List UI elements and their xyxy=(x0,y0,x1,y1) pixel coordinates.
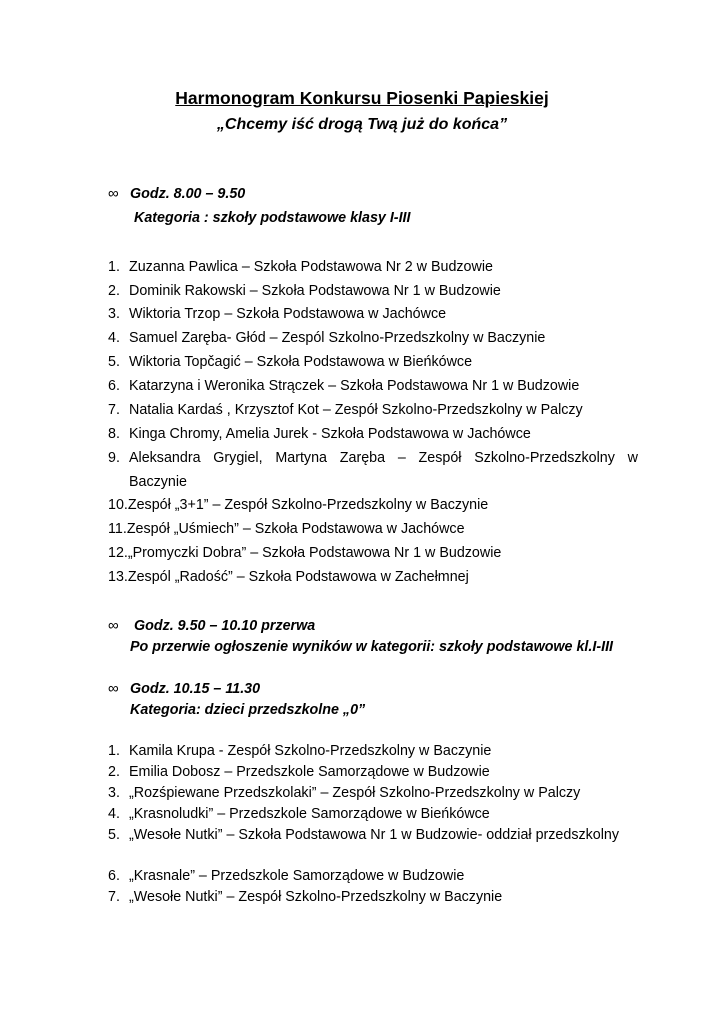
section-1-time: Godz. 8.00 – 9.50 xyxy=(130,186,246,202)
list-item: 6. „Krasnale” – Przedszkole Samorządowe w Budzowie xyxy=(108,868,465,884)
list-item: 7. Natalia Kardaś , Krzysztof Kot – Zespół Szkolno-Przedszkolny w Palczy xyxy=(108,402,583,418)
list-item: 5. Wiktoria Topčagić – Szkoła Podstawowa w Bieńkówce xyxy=(108,354,473,370)
list-item: 13.Zespól „Radość” – Szkoła Podstawowa w Zachełmnej xyxy=(108,569,469,585)
list-item: 2. Dominik Rakowski – Szkoła Podstawowa Nr 1 w Budzowie xyxy=(108,283,501,299)
section-2-time: Godz. 9.50 – 10.10 przerwa xyxy=(134,618,316,634)
list-item: 4. „Krasnoludki” – Przedszkole Samorządowe w Bieńkówce xyxy=(108,806,490,822)
list-item: 1. Zuzanna Pawlica – Szkoła Podstawowa Nr 2 w Budzowie xyxy=(108,259,493,275)
list-item: 8. Kinga Chromy, Amelia Jurek - Szkoła Podstawowa w Jachówce xyxy=(108,426,531,442)
list-item: 3. Wiktoria Trzop – Szkoła Podstawowa w Jachówce xyxy=(108,306,447,322)
list-item: 3. „Rozśpiewane Przedszkolaki” – Zespół Szkolno-Przedszkolny w Palczy xyxy=(108,785,581,801)
list-item: 6. Katarzyna i Weronika Strączek – Szkoła Podstawowa Nr 1 w Budzowie xyxy=(108,378,580,394)
infinity-bullet-icon: ∞ xyxy=(108,617,119,634)
document-title: Harmonogram Konkursu Piosenki Papieskiej xyxy=(175,88,549,108)
list-item: 1. Kamila Krupa - Zespół Szkolno-Przedszkolny w Baczynie xyxy=(108,743,492,759)
list-item: 2. Emilia Dobosz – Przedszkole Samorządowe w Budzowie xyxy=(108,764,490,780)
section-1-category: Kategoria : szkoły podstawowe klasy I-III xyxy=(134,210,411,226)
list-item: 4. Samuel Zaręba- Głód – Zespól Szkolno-Przedszkolny w Baczynie xyxy=(108,330,546,346)
list-item: 9. Aleksandra Grygiel, Martyna Zaręba – Zespół Szkolno-Przedszkolny w Baczynie xyxy=(108,450,638,490)
list-item: 12.„Promyczki Dobra” – Szkoła Podstawowa Nr 1 w Budzowie xyxy=(108,545,502,561)
list-item: 11.Zespół „Uśmiech” – Szkoła Podstawowa w Jachówce xyxy=(108,521,465,537)
infinity-bullet-icon: ∞ xyxy=(108,185,119,202)
list-item: 10.Zespół „3+1” – Zespół Szkolno-Przedszkolny w Baczynie xyxy=(108,497,489,513)
list-item: 5. „Wesołe Nutki” – Szkoła Podstawowa Nr 1 w Budzowie- oddział przedszkolny xyxy=(108,827,620,843)
infinity-bullet-icon: ∞ xyxy=(108,680,119,697)
section-3-category: Kategoria: dzieci przedszkolne „0” xyxy=(130,702,366,718)
list-item: 7. „Wesołe Nutki” – Zespół Szkolno-Przedszkolny w Baczynie xyxy=(108,889,503,905)
section-2-category: Po przerwie ogłoszenie wyników w kategorii: szkoły podstawowe kl.I-III xyxy=(130,639,614,655)
section-3-time: Godz. 10.15 – 11.30 xyxy=(130,681,261,697)
document-subtitle: „Chcemy iść drogą Twą już do końca” xyxy=(216,116,508,133)
